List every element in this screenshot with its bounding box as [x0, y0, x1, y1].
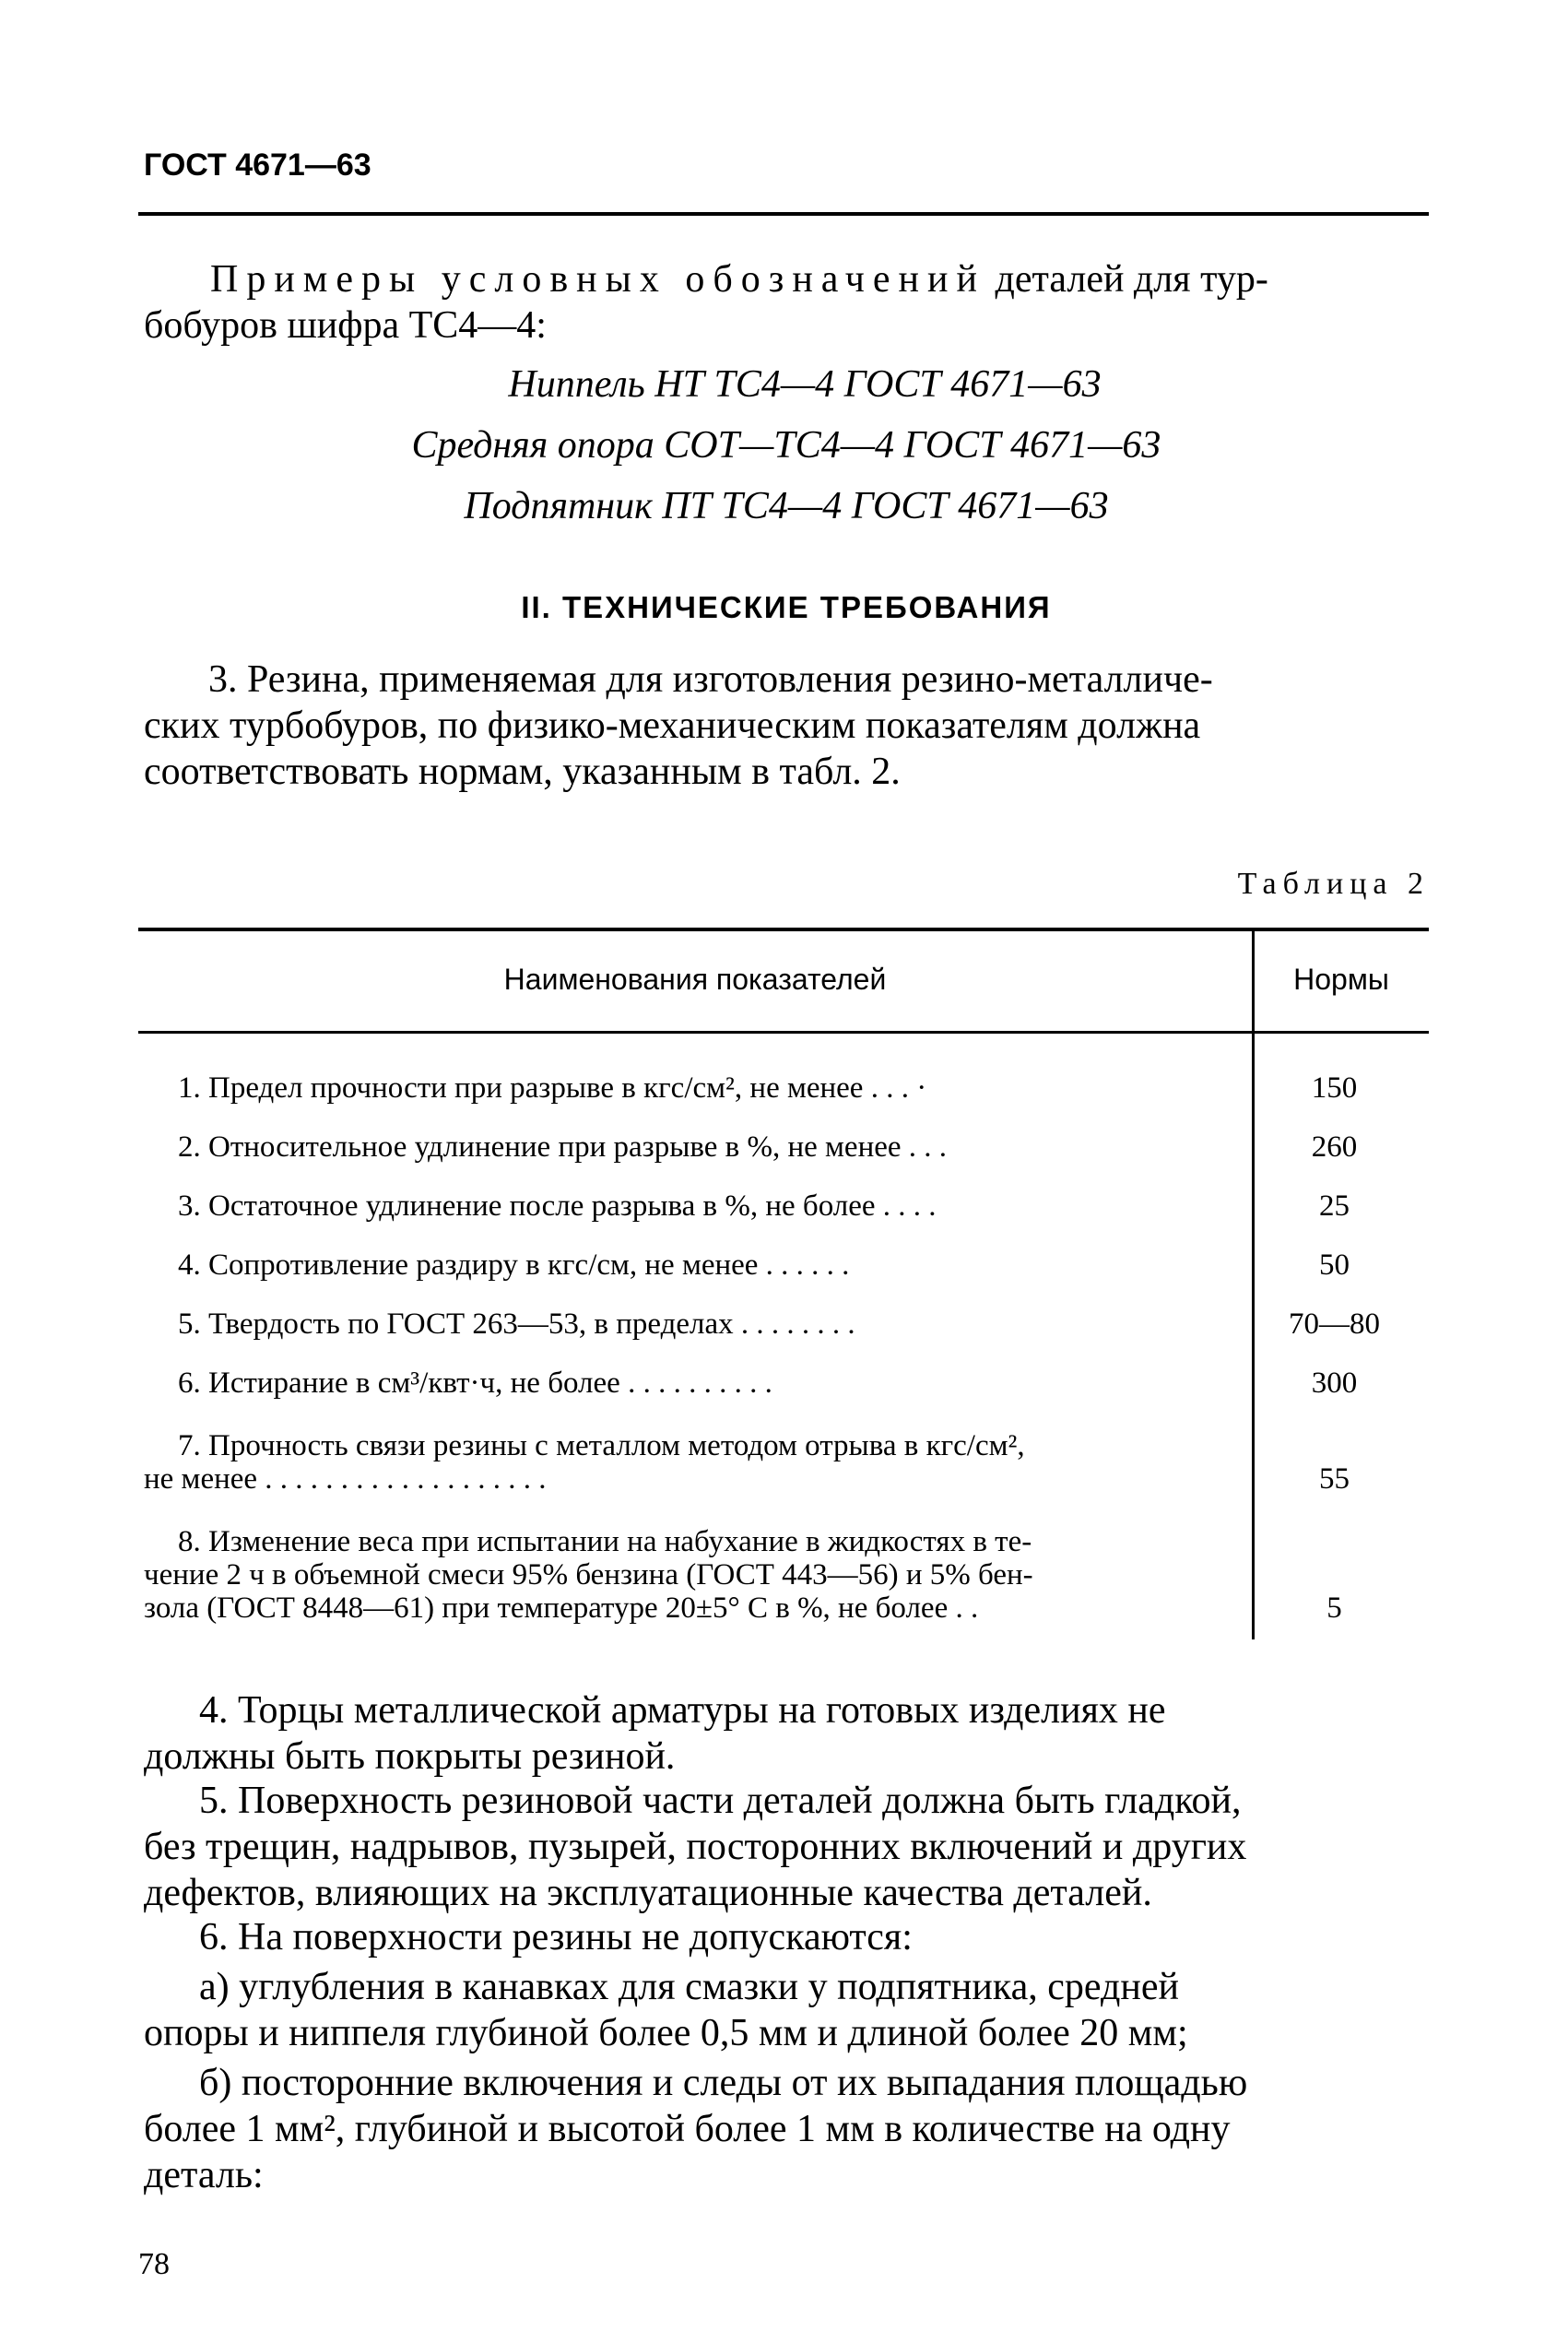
examples-intro-line2: бобуров шифра ТС4—4:: [144, 304, 547, 347]
page-number: 78: [138, 2247, 170, 2281]
paragraph-3-line: ских турбобуров, по физико-механическим показателям должна: [144, 704, 1201, 747]
paragraph-6a: [144, 1964, 1429, 2056]
table-row-label: не менее . . . . . . . . . . . . . . . . . . .: [144, 1462, 547, 1496]
table-row-value: 150: [1311, 1071, 1358, 1105]
examples-intro-end: деталей для тур-: [984, 258, 1268, 301]
table-caption: Таблица 2: [1237, 867, 1430, 901]
paragraph-6b: [144, 2060, 1429, 2198]
paragraph-3-line: соответствовать нормам, указанным в табл. 2.: [144, 751, 901, 793]
table-row-value: 260: [1311, 1130, 1358, 1164]
paragraph-6b-line: деталь:: [144, 2154, 264, 2196]
paragraph-3-line: 3. Резина, применяемая для изготовления резино-металличе-: [208, 658, 1213, 701]
table-row-label: 8. Изменение веса при испытании на набухание в жидкостях в те-: [178, 1525, 1032, 1558]
paragraph-6b-line: более 1 мм², глубиной и высотой более 1 мм в количестве на одну: [144, 2108, 1231, 2150]
paragraph-5-line: дефектов, влияющих на эксплуатационные качества деталей.: [144, 1872, 1152, 1914]
table-row-label: чение 2 ч в объемной смеси 95% бензина (ГОСТ 443—56) и 5% бен-: [144, 1558, 1033, 1591]
paragraph-3: [144, 657, 1429, 795]
paragraph-5: [144, 1778, 1429, 1916]
examples-intro-spaced: Примеры условных обозначений: [210, 258, 985, 301]
table-row-value: 25: [1319, 1189, 1350, 1223]
table-row-value: 300: [1311, 1367, 1358, 1400]
examples-intro: [144, 256, 1429, 349]
table-row-label: 7. Прочность связи резины с металлом методом отрыва в кгс/см²,: [178, 1429, 1025, 1462]
paragraph-5-line: 5. Поверхность резиновой части деталей должна быть гладкой,: [199, 1780, 1242, 1822]
paragraph-6b-line: б) посторонние включения и следы от их выпадания площадью: [199, 2062, 1248, 2104]
paragraph-4-line: 4. Торцы металлической арматуры на готовых изделиях не: [199, 1689, 1166, 1732]
paragraph-6a-line: опоры и ниппеля глубиной более 0,5 мм и длиной более 20 мм;: [144, 2012, 1188, 2054]
example-nipple: Ниппель НТ ТС4—4 ГОСТ 4671—63: [508, 363, 1102, 406]
paragraph-6-line: 6. На поверхности резины не допускаются:: [199, 1916, 913, 1958]
paragraph-6a-line: а) углубления в канавках для смазки у подпятника, средней: [199, 1966, 1179, 2008]
table-row-label: зола (ГОСТ 8448—61) при температуре 20±5° С в %, не более . .: [144, 1591, 979, 1625]
table-row-label: 1. Предел прочности при разрыве в кгс/см², не менее . . . ·: [178, 1071, 927, 1105]
example-thrust-bearing: Подпятник ПТ ТС4—4 ГОСТ 4671—63: [464, 485, 1109, 527]
table-row-value: 50: [1319, 1248, 1350, 1282]
table-row-value: 5: [1326, 1591, 1342, 1625]
paragraph-4-line: должны быть покрыты резиной.: [144, 1735, 676, 1778]
table-row-value: 55: [1319, 1462, 1350, 1496]
paragraph-6: [144, 1914, 1429, 1960]
table-row-label: 3. Остаточное удлинение после разрыва в %, не более . . . .: [178, 1189, 937, 1223]
header-rule: [138, 212, 1429, 216]
table-header-rule: [138, 1031, 1429, 1034]
paragraph-5-line: без трещин, надрывов, пузырей, посторонних включений и других: [144, 1826, 1247, 1868]
table-row-label: 5. Твердость по ГОСТ 263—53, в пределах . . . . . . . .: [178, 1307, 855, 1341]
table-header-norm: Нормы: [1293, 963, 1389, 996]
table-top-rule: [138, 928, 1429, 931]
section-title: II. ТЕХНИЧЕСКИЕ ТРЕБОВАНИЯ: [521, 590, 1052, 624]
document-header: ГОСТ 4671—63: [144, 148, 371, 183]
table-row-label: 2. Относительное удлинение при разрыве в %, не менее . . .: [178, 1130, 948, 1164]
table-header-name: Наименования показателей: [503, 963, 887, 996]
table-row-label: 6. Истирание в см³/квт·ч, не более . . . . . . . . . .: [178, 1367, 772, 1400]
table-row-label: 4. Сопротивление раздиру в кгс/см, не менее . . . . . .: [178, 1248, 850, 1282]
table-row-value: 70—80: [1289, 1307, 1380, 1341]
paragraph-4: [144, 1687, 1429, 1780]
example-middle-support: Средняя опора СОТ—ТС4—4 ГОСТ 4671—63: [411, 424, 1161, 467]
